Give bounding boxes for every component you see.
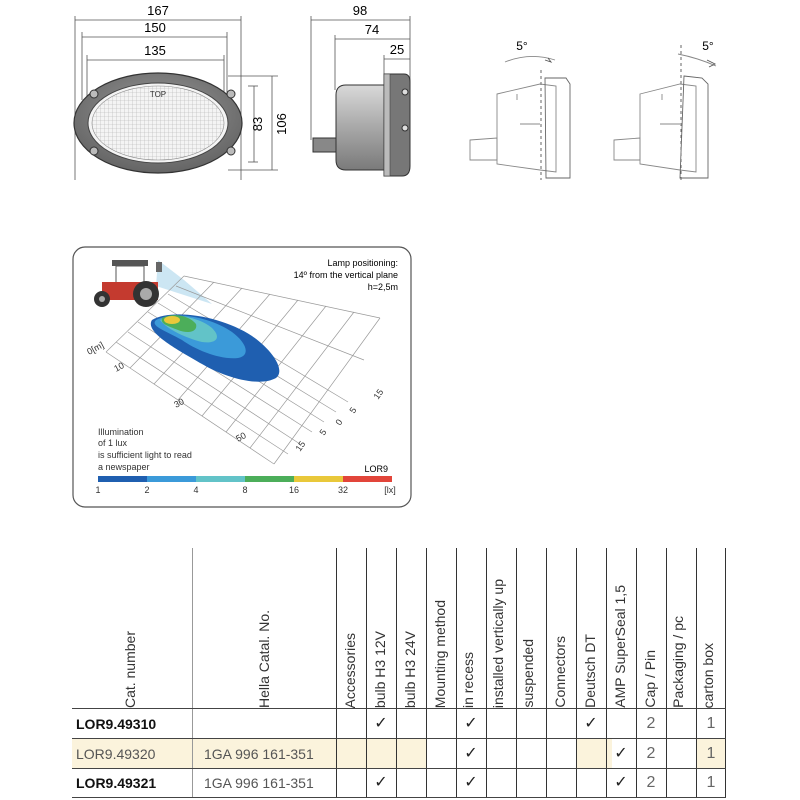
table-row <box>72 709 726 739</box>
illumination-panel <box>72 246 412 508</box>
cat-number: LOR9.49310 <box>76 716 157 732</box>
spec-table <box>72 548 726 798</box>
lux-scale-value: 4 <box>193 485 199 495</box>
cat-number: LOR9.49320 <box>76 746 156 762</box>
header-cat-number: Cat. number <box>122 630 138 708</box>
model-label: LOR9 <box>364 464 388 474</box>
carton-value: 1 <box>706 745 716 762</box>
positioning-height: h=2,5m <box>367 282 398 292</box>
header-mounting: Mounting method <box>432 599 448 708</box>
check-amp <box>606 709 636 739</box>
lateral-label: 0 <box>333 417 345 428</box>
hella-number: 1GA 996 161-351 <box>204 746 314 762</box>
dim-98: 98 <box>352 3 368 18</box>
header-amp: AMP SuperSeal 1,5 <box>612 585 628 708</box>
tilt-label-right: 5° <box>702 39 714 53</box>
distance-label: 50 <box>234 430 248 444</box>
lux-scale-value: 1 <box>95 485 101 495</box>
tilt-sketch-left <box>470 56 570 180</box>
header-suspended: suspended <box>520 639 536 708</box>
check-bulb-12v: ✓ <box>374 774 388 791</box>
lux-scale-segment <box>147 476 196 482</box>
header-accessories: Accessories <box>342 632 358 708</box>
carton-value: 1 <box>706 774 716 791</box>
header-deutsch: Deutsch DT <box>582 634 598 708</box>
lux-scale-value: 8 <box>242 485 248 495</box>
lateral-label: 15 <box>293 439 308 454</box>
lamp-front-view <box>74 73 242 173</box>
check-in-recess: ✓ <box>464 715 478 732</box>
lux-scale-segment <box>343 476 392 482</box>
top-marker: TOP <box>149 90 167 99</box>
dimension-drawings <box>0 0 800 240</box>
table-row <box>72 768 726 798</box>
check-bulb-12v: ✓ <box>374 715 388 732</box>
check-amp: ✓ <box>614 774 628 791</box>
dim-150: 150 <box>144 20 166 35</box>
carton-value: 1 <box>706 715 716 732</box>
check-amp: ✓ <box>614 745 628 762</box>
lux-scale-segment <box>196 476 245 482</box>
check-bulb-12v <box>366 739 396 769</box>
positioning-title: Lamp positioning: <box>327 258 398 268</box>
cap-pin-value: 2 <box>646 774 656 791</box>
tilt-label-left: 5° <box>516 39 528 53</box>
check-deutsch <box>576 739 606 769</box>
dim-106: 106 <box>274 113 289 135</box>
table-header <box>72 548 726 708</box>
lux-scale-segment <box>294 476 343 482</box>
check-deutsch <box>576 768 606 798</box>
lux-scale-unit: [lx] <box>384 485 396 495</box>
lateral-label: 5 <box>347 405 359 416</box>
distance-label: 30 <box>172 396 186 410</box>
note-line: Illumination <box>98 427 144 437</box>
distance-label: 10 <box>112 360 126 374</box>
distance-label: 0[m] <box>85 339 106 357</box>
note-line: is sufficient light to read <box>98 450 192 460</box>
check-in-recess: ✓ <box>464 774 478 791</box>
cap-pin-value: 2 <box>646 715 656 732</box>
header-in-recess: in recess <box>460 651 476 708</box>
cat-number: LOR9.49321 <box>76 775 157 791</box>
header-cap-pin: Cap / Pin <box>642 650 658 708</box>
note-line: a newspaper <box>98 462 150 472</box>
header-packaging: Packaging / pc <box>670 616 686 708</box>
lateral-label: 15 <box>371 387 386 402</box>
dim-135: 135 <box>144 43 166 58</box>
hella-number: 1GA 996 161-351 <box>204 775 314 791</box>
lux-scale-value: 32 <box>337 485 349 495</box>
dim-167: 167 <box>147 3 169 18</box>
lux-scale-value: 16 <box>288 485 300 495</box>
lux-scale-segment <box>245 476 294 482</box>
cap-pin-value: 2 <box>646 745 656 762</box>
tilt-sketch-right <box>614 45 716 180</box>
header-installed: installed vertically up <box>490 578 506 708</box>
header-connectors: Connectors <box>552 636 568 708</box>
dim-74: 74 <box>364 22 380 37</box>
dim-83: 83 <box>250 116 265 132</box>
lamp-side-view <box>313 74 410 176</box>
check-deutsch: ✓ <box>584 715 598 732</box>
positioning-angle: 14º from the vertical plane <box>293 270 398 280</box>
header-bulb-24v: bulb H3 24V <box>402 630 418 708</box>
table-row <box>72 739 726 769</box>
dim-25: 25 <box>389 42 405 57</box>
lateral-label: 5 <box>317 427 329 438</box>
header-bulb-12v: bulb H3 12V <box>372 630 388 708</box>
lux-scale-bar <box>98 476 392 482</box>
lux-scale-value: 2 <box>144 485 150 495</box>
header-hella: Hella Catal. No. <box>256 609 272 708</box>
lux-scale-segment <box>98 476 147 482</box>
check-in-recess: ✓ <box>464 745 478 762</box>
header-carton: carton box <box>700 642 716 708</box>
note-line: of 1 lux <box>98 438 128 448</box>
